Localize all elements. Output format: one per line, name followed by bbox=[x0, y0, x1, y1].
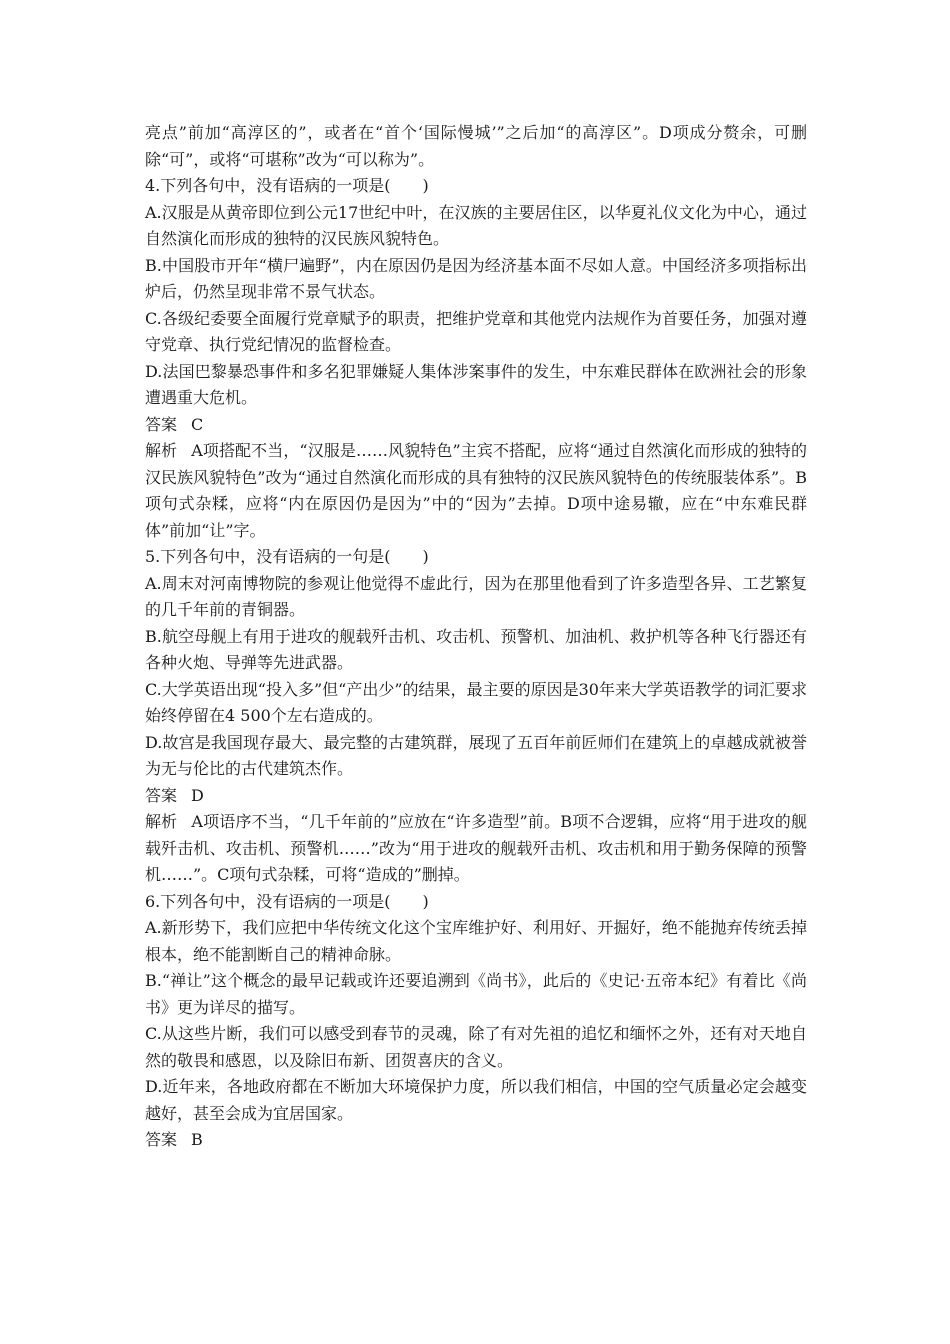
answer-label: 答案 bbox=[145, 414, 178, 434]
question-4-analysis bbox=[145, 438, 807, 544]
question-4-option-b: B.中国股市开年“横尸遍野”，内在原因仍是因为经济基本面不尽如人意。中国经济多项指标出炉后，仍然呈现非常不景气状态。 bbox=[145, 255, 807, 301]
answer-label: 答案 bbox=[145, 785, 178, 805]
document-body bbox=[145, 120, 807, 1154]
question-4-option-a: A.汉服是从黄帝即位到公元17世纪中叶，在汉族的主要居住区，以华夏礼仪文化为中心，通过自然演化而形成的独特的汉民族风貌特色。 bbox=[145, 202, 807, 248]
answer-value: D bbox=[191, 785, 204, 805]
answer-value: B bbox=[191, 1130, 203, 1149]
question-5-option-a: A.周末对河南博物院的参观让他觉得不虚此行，因为在那里他看到了许多造型各异、工艺繁复的几千年前的青铜器。 bbox=[145, 573, 807, 619]
analysis-continuation: 亮点”前加“高淳区的”，或者在“首个‘国际慢城’”之后加“的高淳区”。D项成分赘余，可删除“可”，或将“可堪称”改为“可以称为”。 bbox=[145, 123, 807, 169]
question-6-option-d: D.近年来，各地政府都在不断加大环境保护力度，所以我们相信，中国的空气质量必定会越变越好，甚至会成为宜居国家。 bbox=[145, 1077, 807, 1123]
question-5-answer bbox=[145, 783, 807, 810]
question-6-option-a: A.新形势下，我们应把中华传统文化这个宝库维护好、利用好、开掘好，绝不能抛弃传统丢掉根本，绝不能割断自己的精神命脉。 bbox=[145, 918, 807, 964]
question-4-option-c: C.各级纪委要全面履行党章赋予的职责，把维护党章和其他党内法规作为首要任务，加强对遵守党章、执行党纪情况的监督检查。 bbox=[145, 308, 807, 354]
question-4-stem: 4.下列各句中，没有语病的一项是( ) bbox=[145, 176, 429, 195]
question-4-option-d: D.法国巴黎暴恐事件和多名犯罪嫌疑人集体涉案事件的发生，中东难民群体在欧洲社会的形象遭遇重大危机。 bbox=[145, 361, 807, 407]
answer-label: 答案 bbox=[145, 1130, 178, 1149]
analysis-label: 解析 bbox=[145, 441, 178, 460]
question-5-option-b: B.航空母舰上有用于进攻的舰载歼击机、攻击机、预警机、加油机、救护机等各种飞行器还有各种火炮、导弹等先进武器。 bbox=[145, 626, 807, 672]
question-4-answer bbox=[145, 412, 807, 439]
analysis-text: A项语序不当，“几千年前的”应放在“许多造型”前。B项不合逻辑，应将“用于进攻的舰载歼击机、攻击机、预警机……”改为“用于进攻的舰载歼击机、攻击机和用于勤务保障的预警机……”。C项句式杂糅，可将“造成的”删掉。 bbox=[145, 812, 807, 884]
question-6-answer bbox=[145, 1127, 807, 1154]
question-6-option-c: C.从这些片断，我们可以感受到春节的灵魂，除了有对先祖的追忆和缅怀之外，还有对天地自然的敬畏和感恩，以及除旧布新、团贺喜庆的含义。 bbox=[145, 1024, 807, 1070]
question-5-analysis bbox=[145, 809, 807, 889]
question-5-option-d: D.故宫是我国现存最大、最完整的古建筑群，展现了五百年前匠师们在建筑上的卓越成就被誉为无与伦比的古代建筑杰作。 bbox=[145, 732, 807, 778]
analysis-text: A项搭配不当，“汉服是……风貌特色”主宾不搭配，应将“通过自然演化而形成的独特的汉民族风貌特色”改为“通过自然演化而形成的具有独特的汉民族风貌特色的传统服装体系”。B项句式杂糅，应将“内在原因仍是因为”中的“因为”去掉。D项中途易辙，应在“中东难民群体”前加“让”字。 bbox=[145, 441, 807, 540]
question-5-stem: 5.下列各句中，没有语病的一句是( ) bbox=[145, 547, 429, 566]
answer-value: C bbox=[191, 414, 204, 434]
analysis-label: 解析 bbox=[145, 812, 178, 831]
question-6-stem: 6.下列各句中，没有语病的一项是( ) bbox=[145, 891, 429, 911]
question-6-option-b: B.“禅让”这个概念的最早记载或许还要追溯到《尚书》，此后的《史记·五帝本纪》有着比《尚书》更为详尽的描写。 bbox=[145, 971, 807, 1017]
question-5-option-c: C.大学英语出现“投入多”但“产出少”的结果，最主要的原因是30年来大学英语教学的词汇要求始终停留在4 500个左右造成的。 bbox=[145, 679, 807, 725]
